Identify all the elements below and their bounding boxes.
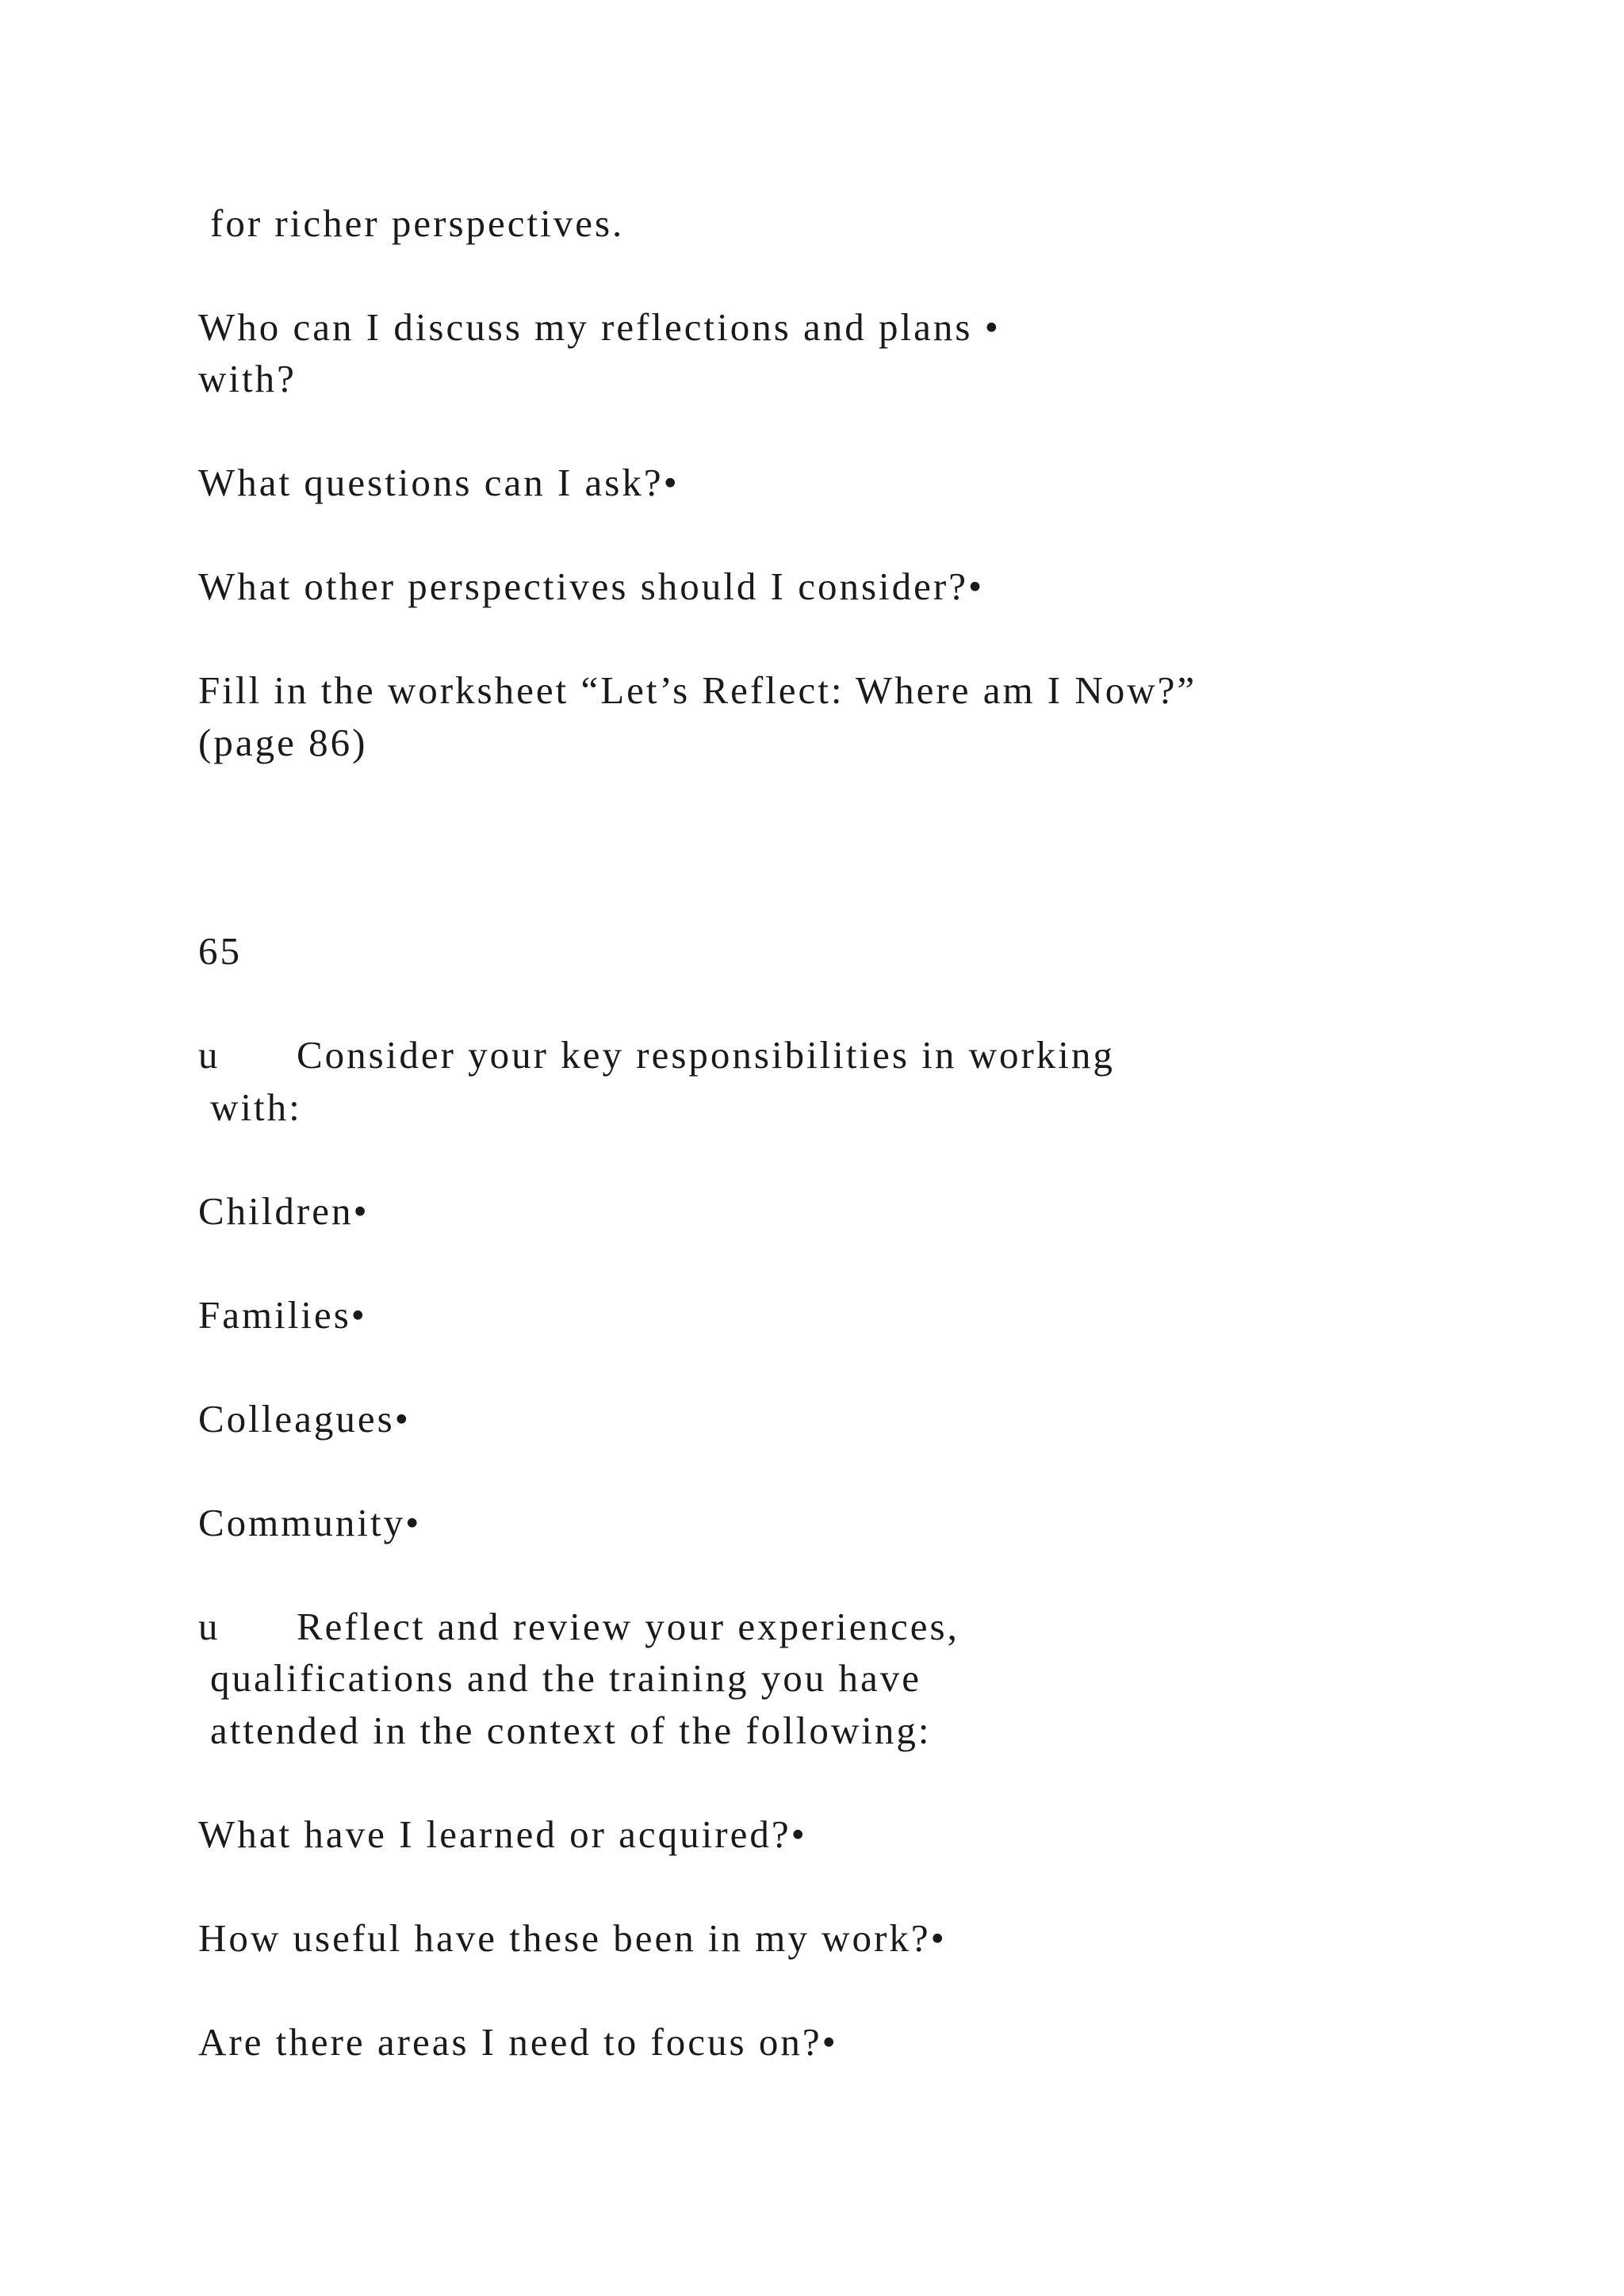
- responsibility-item: Children•: [198, 1189, 370, 1233]
- review-question: Are there areas I need to focus on?•: [198, 2020, 838, 2064]
- bullet-marker-reflect: u: [198, 1605, 218, 1648]
- worksheet-instruction-line-2: (page 86): [198, 721, 368, 764]
- reflect-line-3: attended in the context of the following:: [210, 1709, 932, 1752]
- responsibility-item: Community•: [198, 1501, 422, 1544]
- bullet-marker-consider: u: [198, 1033, 218, 1077]
- text-line-richer-perspectives: for richer perspectives.: [210, 201, 625, 245]
- responsibility-item: Colleagues•: [198, 1397, 411, 1441]
- consider-line-2: with:: [210, 1085, 302, 1129]
- review-question: What have I learned or acquired?•: [198, 1812, 807, 1856]
- reflect-line-2: qualifications and the training you have: [210, 1656, 921, 1700]
- reflect-line-1: Reflect and review your experiences,: [297, 1605, 959, 1648]
- page-number: 65: [198, 929, 242, 973]
- question-other-perspectives: What other perspectives should I consider?•: [198, 564, 985, 608]
- consider-line-1: Consider your key responsibilities in working: [297, 1033, 1115, 1077]
- question-discuss-line-2: with?: [198, 357, 297, 400]
- question-ask: What questions can I ask?•: [198, 461, 680, 504]
- responsibility-item: Families•: [198, 1293, 367, 1337]
- review-question: How useful have these been in my work?•: [198, 1916, 947, 1960]
- question-discuss-line-1: Who can I discuss my reflections and plans •: [198, 305, 1001, 349]
- worksheet-instruction-line-1: Fill in the worksheet “Let’s Reflect: Where am I Now?”: [198, 668, 1197, 712]
